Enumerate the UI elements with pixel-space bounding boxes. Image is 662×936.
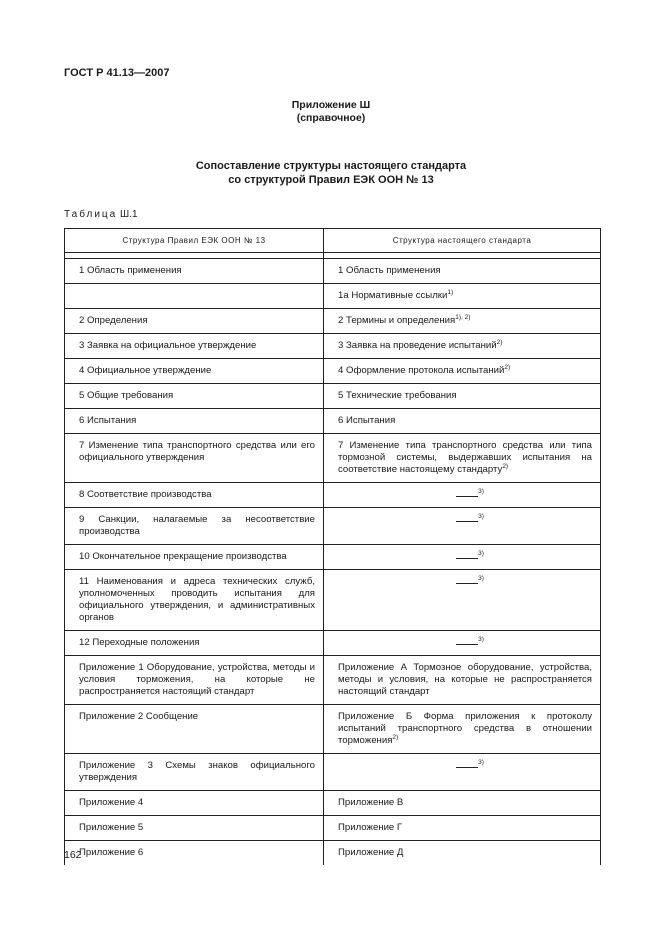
cell-text: 11 Наименования и адреса технических служб, уполномоченных проводить испытания для официального утверждения, и административных органов — [79, 576, 315, 623]
comparison-table — [64, 228, 601, 865]
cell-standard-structure — [324, 754, 601, 791]
cell-text: 7 Изменение типа транспортного средства или типа тормозной системы, выдержавших испытания на соответствие настоящему стандарту — [338, 440, 592, 475]
cell-unece-structure — [65, 284, 324, 309]
cell-unece-structure — [65, 570, 324, 631]
cell-text: 2 Определения — [79, 315, 148, 326]
table-row — [65, 545, 601, 570]
cell-text: 1 Область применения — [338, 265, 441, 276]
cell-text: 4 Оформление протокола испытаний — [338, 365, 505, 376]
cell-unece-structure — [65, 359, 324, 384]
footnote-ref: 1), 2) — [455, 313, 471, 321]
cell-standard-structure — [324, 656, 601, 705]
page-number: 162 — [64, 849, 82, 861]
dash-line — [456, 761, 478, 768]
dash-line — [456, 515, 478, 522]
cell-text: Приложение Б Форма приложения к протоколу испытаний транспортного средства в отношении торможения — [338, 711, 592, 746]
cell-unece-structure — [65, 409, 324, 434]
cell-text: 5 Общие требования — [79, 390, 174, 401]
cell-text: 1 Область применения — [79, 265, 182, 276]
appendix-heading — [0, 99, 662, 125]
appendix-title: Приложение Ш — [291, 99, 371, 111]
footnote-ref: 3) — [478, 512, 484, 520]
table-row — [65, 570, 601, 631]
cell-standard-structure — [324, 409, 601, 434]
cell-unece-structure — [65, 334, 324, 359]
no-equivalent-dash — [338, 760, 592, 772]
cell-text: Приложение 2 Сообщение — [79, 711, 199, 722]
cell-unece-structure — [65, 754, 324, 791]
dash-line — [456, 552, 478, 559]
cell-unece-structure — [65, 791, 324, 816]
cell-standard-structure — [324, 705, 601, 754]
footnote-ref: 3) — [478, 635, 484, 643]
dash-line — [456, 490, 478, 497]
cell-text: 3 Заявка на проведение испытаний — [338, 340, 497, 351]
cell-standard-structure — [324, 334, 601, 359]
cell-text: 6 Испытания — [338, 415, 396, 426]
appendix-subtitle: (справочное) — [296, 112, 366, 124]
cell-standard-structure — [324, 545, 601, 570]
cell-standard-structure — [324, 816, 601, 841]
table-row — [65, 631, 601, 656]
table-row — [65, 656, 601, 705]
column-header-left: Структура Правил ЕЭК ООН № 13 — [65, 229, 324, 253]
cell-text: 4 Официальное утверждение — [79, 365, 212, 376]
table-body — [65, 229, 601, 866]
cell-unece-structure — [65, 545, 324, 570]
footnote-ref: 3) — [478, 758, 484, 766]
table-row — [65, 483, 601, 508]
footnote-ref: 2) — [392, 733, 399, 741]
footnote-ref: 2) — [496, 338, 503, 346]
cell-text: 9 Санкции, налагаемые за несоответствие производства — [79, 514, 315, 537]
cell-unece-structure — [65, 483, 324, 508]
cell-text: Приложение 6 — [79, 847, 144, 858]
cell-standard-structure — [324, 259, 601, 284]
cell-standard-structure — [324, 841, 601, 866]
document-title-line-1: Сопоставление структуры настоящего стандарта — [195, 160, 467, 172]
cell-text: Приложение 4 — [79, 797, 144, 808]
footnote-ref: 3) — [478, 487, 484, 495]
cell-text: 10 Окончательное прекращение производства — [79, 551, 287, 562]
cell-standard-structure — [324, 284, 601, 309]
cell-standard-structure — [324, 434, 601, 483]
table-row — [65, 384, 601, 409]
cell-unece-structure — [65, 631, 324, 656]
table-row — [65, 284, 601, 309]
cell-standard-structure — [324, 791, 601, 816]
table-row — [65, 816, 601, 841]
document-title — [0, 159, 662, 187]
cell-unece-structure — [65, 705, 324, 754]
no-equivalent-dash — [338, 514, 592, 526]
cell-unece-structure — [65, 259, 324, 284]
cell-unece-structure — [65, 816, 324, 841]
table-label-word: Таблица — [64, 209, 118, 220]
cell-standard-structure — [324, 483, 601, 508]
cell-standard-structure — [324, 508, 601, 545]
cell-unece-structure — [65, 309, 324, 334]
footnote-ref: 3) — [478, 574, 484, 582]
cell-standard-structure — [324, 631, 601, 656]
cell-unece-structure — [65, 841, 324, 866]
no-equivalent-dash — [338, 551, 592, 563]
footnote-ref: 2) — [504, 363, 511, 371]
cell-text: Приложение Г — [338, 822, 403, 833]
cell-text: Приложение 1 Оборудование, устройства, методы и условия торможения, на которые не распространяется настоящий стандарт — [79, 662, 315, 697]
cell-unece-structure — [65, 656, 324, 705]
cell-text: 1а Нормативные ссылки — [338, 290, 448, 301]
footnote-ref: 3) — [478, 549, 484, 557]
cell-unece-structure — [65, 384, 324, 409]
table-row — [65, 259, 601, 284]
cell-standard-structure — [324, 309, 601, 334]
cell-text: Приложение А Тормозное оборудование, устройства, методы и условия, на которые не распространяется настоящий стандарт — [338, 662, 592, 697]
table-label — [64, 209, 138, 220]
cell-text: 3 Заявка на официальное утверждение — [79, 340, 257, 351]
dash-line — [456, 638, 478, 645]
table-label-number: Ш.1 — [117, 209, 138, 220]
column-header-right: Структура настоящего стандарта — [324, 229, 601, 253]
table-row — [65, 434, 601, 483]
cell-standard-structure — [324, 384, 601, 409]
no-equivalent-dash — [338, 576, 592, 588]
table-row — [65, 409, 601, 434]
dash-line — [456, 577, 478, 584]
cell-text: Приложение 5 — [79, 822, 144, 833]
cell-text: 2 Термины и определения — [338, 315, 456, 326]
table-row — [65, 334, 601, 359]
standard-code: ГОСТ Р 41.13—2007 — [64, 67, 170, 79]
footnote-ref: 1) — [447, 288, 454, 296]
table-row — [65, 841, 601, 866]
cell-standard-structure — [324, 570, 601, 631]
cell-text: Приложение В — [338, 797, 404, 808]
cell-text: 7 Изменение типа транспортного средства или его официального утверждения — [79, 440, 315, 463]
table-header-row — [65, 229, 601, 253]
cell-text: Приложение Д — [338, 847, 404, 858]
cell-text: 8 Соответствие производства — [79, 489, 212, 500]
table-row — [65, 705, 601, 754]
no-equivalent-dash — [338, 489, 592, 501]
cell-text: 5 Технические требования — [338, 390, 457, 401]
cell-text: Приложение 3 Схемы знаков официального утверждения — [79, 760, 315, 783]
cell-text: 6 Испытания — [79, 415, 137, 426]
cell-unece-structure — [65, 508, 324, 545]
table-row — [65, 754, 601, 791]
footnote-ref: 2) — [502, 462, 509, 470]
cell-unece-structure — [65, 434, 324, 483]
cell-text: 12 Переходные положения — [79, 637, 200, 648]
table-row — [65, 508, 601, 545]
table-row — [65, 791, 601, 816]
table-row — [65, 309, 601, 334]
cell-standard-structure — [324, 359, 601, 384]
document-title-line-2: со структурой Правил ЕЭК ООН № 13 — [228, 174, 434, 186]
no-equivalent-dash — [338, 637, 592, 649]
table-row — [65, 359, 601, 384]
